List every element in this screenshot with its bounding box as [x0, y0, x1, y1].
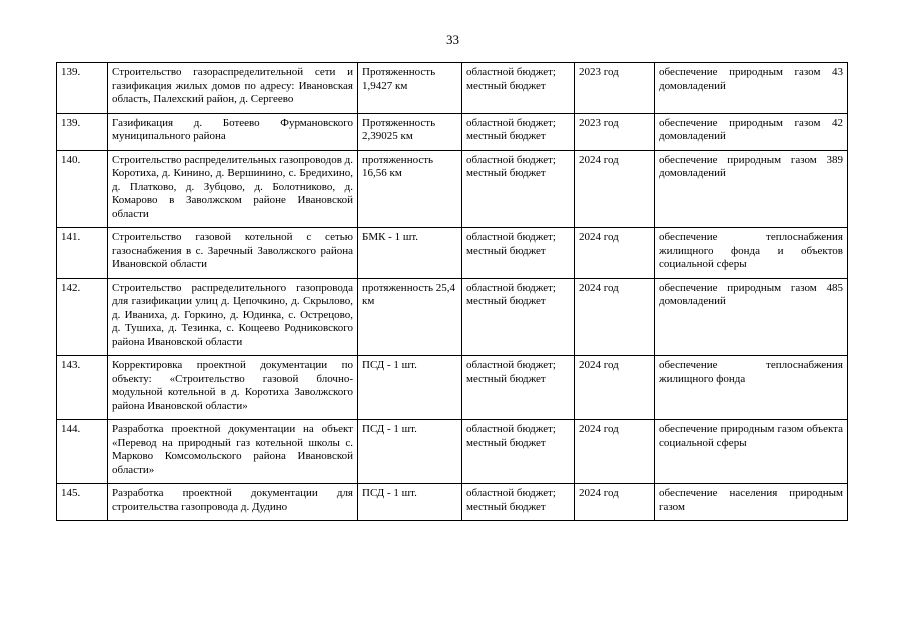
completion-year: 2024 год — [575, 150, 655, 228]
table-row — [57, 278, 848, 356]
completion-year: 2024 год — [575, 228, 655, 279]
measure-name: Строительство распределительного газопровода для газификации улиц д. Цепочкино, д. Скрылово, д. Иваниха, д. Горкино, д. Юдинка, с. Острецово, д. Тушиха, д. Тезинка, с. Кощеево Родниковского района Ивановской области — [108, 278, 358, 356]
funding-source: областной бюджет; местный бюджет — [462, 228, 575, 279]
completion-year: 2023 год — [575, 63, 655, 114]
expected-result: обеспечение населения природным газом — [655, 484, 848, 521]
expected-result: обеспечение природным газом 43 домовладений — [655, 63, 848, 114]
completion-year: 2023 год — [575, 113, 655, 150]
expected-result: обеспечение природным газом объекта социальной сферы — [655, 420, 848, 484]
table-row — [57, 356, 848, 420]
table-row — [57, 113, 848, 150]
table-row — [57, 420, 848, 484]
funding-source: областной бюджет; местный бюджет — [462, 113, 575, 150]
measure-volume: ПСД - 1 шт. — [358, 420, 462, 484]
funding-source: областной бюджет; местный бюджет — [462, 150, 575, 228]
funding-source: областной бюджет; местный бюджет — [462, 63, 575, 114]
expected-result: обеспечение теплоснабжения жилищного фонда — [655, 356, 848, 420]
measure-name: Строительство газораспределительной сети и газификация жилых домов по адресу: Ивановская область, Палехский район, д. Сергеево — [108, 63, 358, 114]
table-row — [57, 484, 848, 521]
completion-year: 2024 год — [575, 484, 655, 521]
expected-result: обеспечение природным газом 42 домовладений — [655, 113, 848, 150]
completion-year: 2024 год — [575, 278, 655, 356]
row-number: 142. — [57, 278, 108, 356]
page-number: 33 — [446, 32, 459, 47]
expected-result: обеспечение теплоснабжения жилищного фонда и объектов социальной сферы — [655, 228, 848, 279]
row-number: 143. — [57, 356, 108, 420]
completion-year: 2024 год — [575, 420, 655, 484]
row-number: 139. — [57, 63, 108, 114]
expected-result: обеспечение природным газом 389 домовладений — [655, 150, 848, 228]
measure-name: Разработка проектной документации на объект «Перевод на природный газ котельной школы с. Марково Комсомольского района Ивановской области» — [108, 420, 358, 484]
measure-volume: Протяженность 2,39025 км — [358, 113, 462, 150]
measure-name — [108, 484, 358, 521]
funding-source: областной бюджет; местный бюджет — [462, 420, 575, 484]
measure-name: Газификация д. Ботеево Фурмановского муниципального района — [108, 113, 358, 150]
table-row — [57, 63, 848, 114]
measure-volume: протяженность 25,4 км — [358, 278, 462, 356]
measure-name-text: Разработка проектной документации для строительства газопровода д. Дудино — [112, 487, 353, 513]
measure-volume: БМК - 1 шт. — [358, 228, 462, 279]
row-number: 144. — [57, 420, 108, 484]
expected-result: обеспечение природным газом 485 домовладений — [655, 278, 848, 356]
measure-name: Корректировка проектной документации по объекту: «Строительство газовой блочно-модульной котельной в д. Коротиха Заволжского района Ивановской области» — [108, 356, 358, 420]
completion-year: 2024 год — [575, 356, 655, 420]
measure-name: Строительство распределительных газопроводов д. Коротиха, д. Кинино, д. Вершинино, с. Бредихино, д. Платково, д. Зубцово, д. Болотниково, д. Комарово в Заволжском районе Ивановской области — [108, 150, 358, 228]
table-row — [57, 150, 848, 228]
measure-name: Строительство газовой котельной с сетью газоснабжения в с. Заречный Заволжского района Ивановской области — [108, 228, 358, 279]
table-row — [57, 228, 848, 279]
funding-source: областной бюджет; местный бюджет — [462, 484, 575, 521]
funding-source: областной бюджет; местный бюджет — [462, 356, 575, 420]
measure-volume: Протяженность 1,9427 км — [358, 63, 462, 114]
row-number: 140. — [57, 150, 108, 228]
row-number: 139. — [57, 113, 108, 150]
program-table — [56, 62, 848, 521]
measure-volume: ПСД - 1 шт. — [358, 484, 462, 521]
measure-volume: протяженность 16,56 км — [358, 150, 462, 228]
funding-source: областной бюджет; местный бюджет — [462, 278, 575, 356]
row-number: 141. — [57, 228, 108, 279]
row-number: 145. — [57, 484, 108, 521]
measure-volume: ПСД - 1 шт. — [358, 356, 462, 420]
